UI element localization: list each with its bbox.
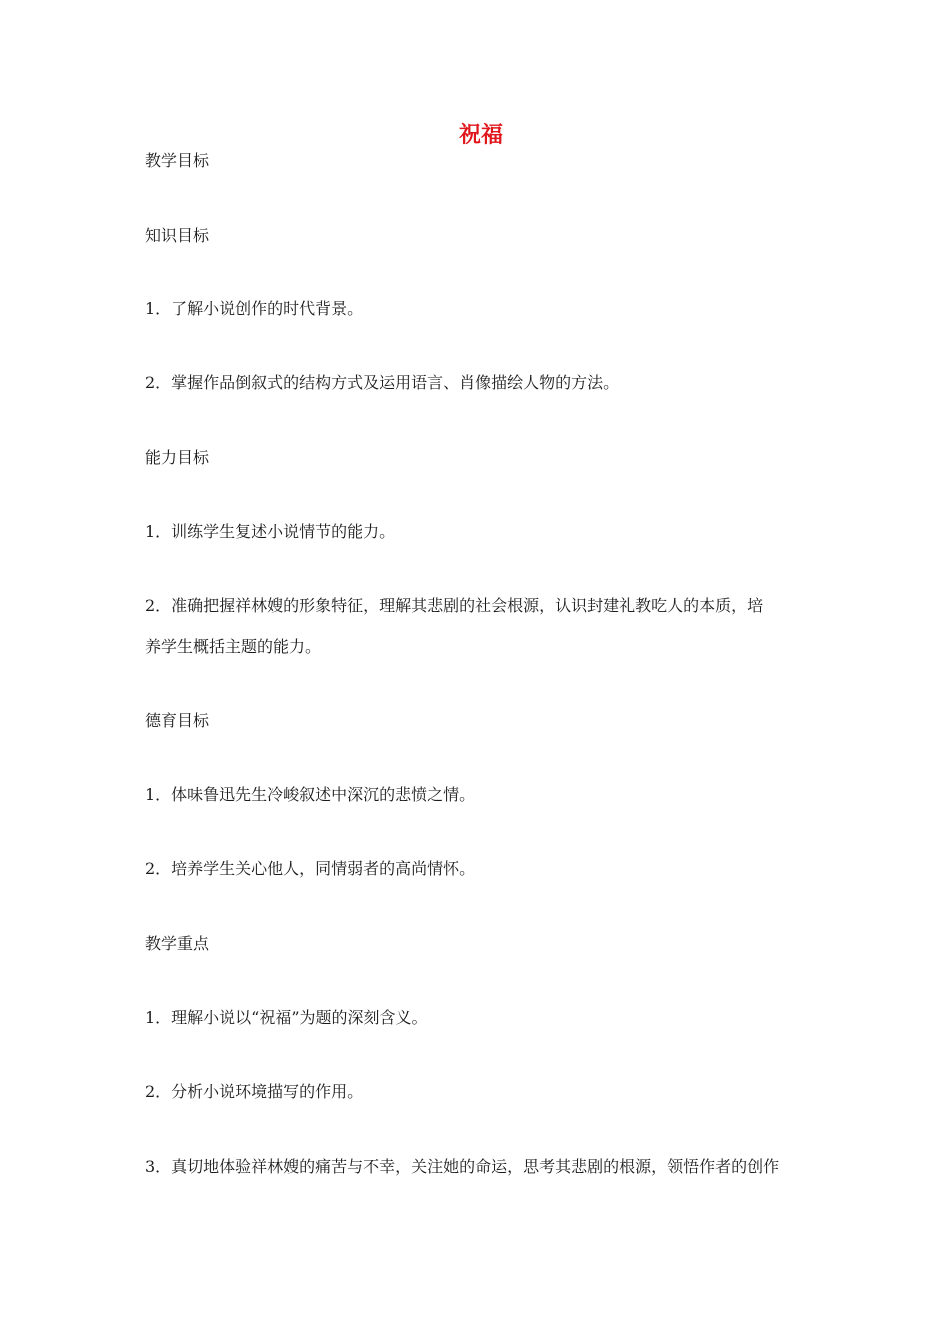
subsection-heading-knowledge-goals: 知识目标 (145, 226, 210, 245)
ability-goal-2: 2．准确把握祥林嫂的形象特征，理解其悲剧的社会根源，认识封建礼教吃人的本质，培 (145, 596, 764, 615)
teaching-focus-2: 2．分析小说环境描写的作用。 (145, 1082, 364, 1101)
knowledge-goal-2: 2．掌握作品倒叙式的结构方式及运用语言、肖像描绘人物的方法。 (145, 373, 620, 392)
teaching-focus-3: 3．真切地体验祥林嫂的痛苦与不幸，关注她的命运，思考其悲剧的根源，领悟作者的创作 (145, 1157, 780, 1176)
section-heading-teaching-goals: 教学目标 (145, 151, 210, 170)
section-heading-teaching-focus: 教学重点 (145, 934, 210, 953)
ability-goal-1: 1．训练学生复述小说情节的能力。 (145, 522, 396, 541)
knowledge-goal-1: 1．了解小说创作的时代背景。 (145, 299, 364, 318)
subsection-heading-moral-goals: 德育目标 (145, 711, 210, 730)
subsection-heading-ability-goals: 能力目标 (145, 448, 210, 467)
moral-goal-1: 1．体味鲁迅先生冷峻叙述中深沉的悲愤之情。 (145, 785, 476, 804)
teaching-focus-1: 1．理解小说以“祝福”为题的深刻含义。 (145, 1008, 428, 1027)
ability-goal-2-continued: 养学生概括主题的能力。 (145, 637, 322, 656)
moral-goal-2: 2．培养学生关心他人，同情弱者的高尚情怀。 (145, 859, 476, 878)
document-title: 祝福 (458, 123, 503, 148)
